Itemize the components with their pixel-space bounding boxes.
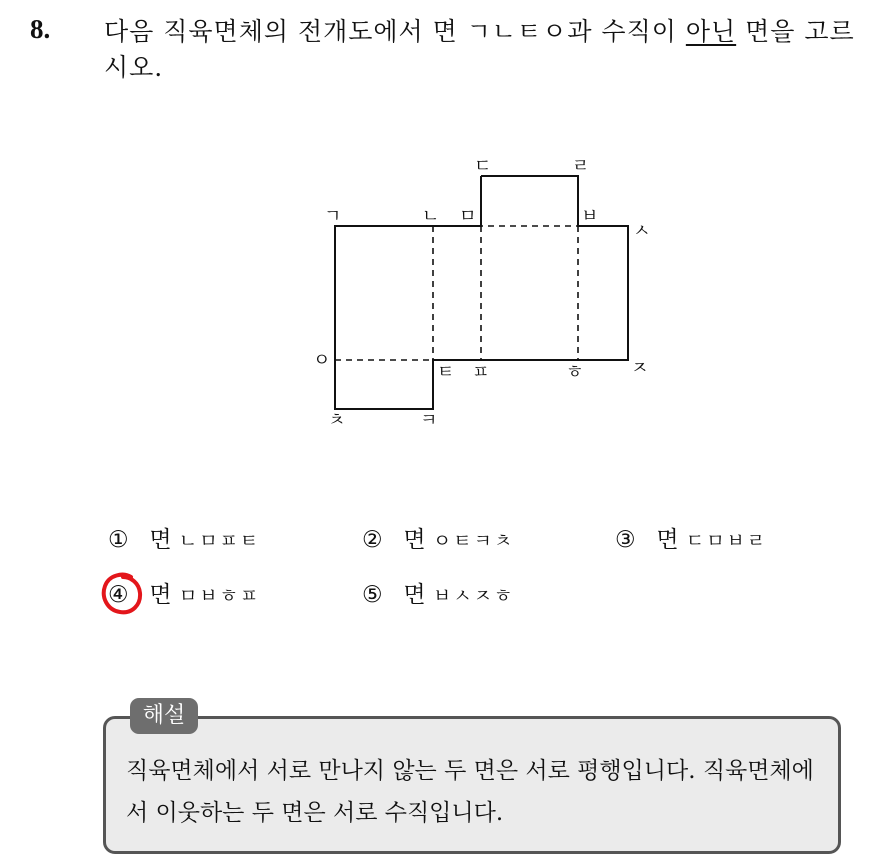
label-t: ㅌ (437, 362, 455, 383)
question-text-after: 면을 고르시오. (104, 17, 855, 82)
label-o: ㅇ (313, 350, 331, 371)
choice-1[interactable] (108, 525, 260, 556)
choice-3-face: ㄷㅁㅂㄹ (685, 530, 768, 552)
choice-2[interactable] (362, 525, 514, 556)
choice-5-word: 면 (403, 582, 426, 608)
choice-4-number: ④ (108, 582, 129, 608)
answer-mark-circle (101, 572, 143, 616)
choice-3-number: ③ (615, 527, 636, 553)
label-m: ㅁ (459, 206, 477, 227)
question-text-underlined: 아닌 (685, 17, 737, 46)
choice-5[interactable] (362, 580, 514, 611)
choice-1-face: ㄴㅁㅍㅌ (178, 530, 261, 552)
choice-1-word: 면 (149, 527, 172, 553)
explanation-label: 해설 (130, 698, 198, 734)
label-b: ㅂ (581, 206, 599, 227)
question-text-before: 다음 직육면체의 전개도에서 면 ㄱㄴㅌㅇ과 수직이 (104, 17, 686, 46)
label-n: ㄴ (422, 206, 440, 227)
label-d: ㄷ (474, 156, 492, 177)
choice-5-face: ㅂㅅㅈㅎ (432, 585, 515, 607)
label-h: ㅎ (566, 362, 584, 383)
label-s: ㅅ (633, 221, 651, 242)
label-j: ㅈ (631, 358, 649, 379)
label-p: ㅍ (472, 362, 490, 383)
choice-2-number: ② (362, 527, 383, 553)
question-number: 8. (30, 14, 51, 44)
choice-1-number: ① (108, 527, 129, 553)
label-r: ㄹ (572, 156, 590, 177)
label-ch: ㅊ (328, 410, 346, 431)
label-k: ㅋ (420, 410, 438, 431)
choice-5-number: ⑤ (362, 582, 383, 608)
choice-3[interactable] (615, 525, 767, 556)
choice-3-word: 면 (656, 527, 679, 553)
choice-4-face: ㅁㅂㅎㅍ (178, 585, 261, 607)
label-g: ㄱ (324, 206, 342, 227)
choice-2-face: ㅇㅌㅋㅊ (432, 530, 515, 552)
explanation-text: 직육면체에서 서로 만나지 않는 두 면은 서로 평행입니다. 직육면체에서 이웃하는 두 면은 서로 수직입니다. (126, 758, 814, 826)
choice-2-word: 면 (403, 527, 426, 553)
choice-4-word: 면 (149, 582, 172, 608)
